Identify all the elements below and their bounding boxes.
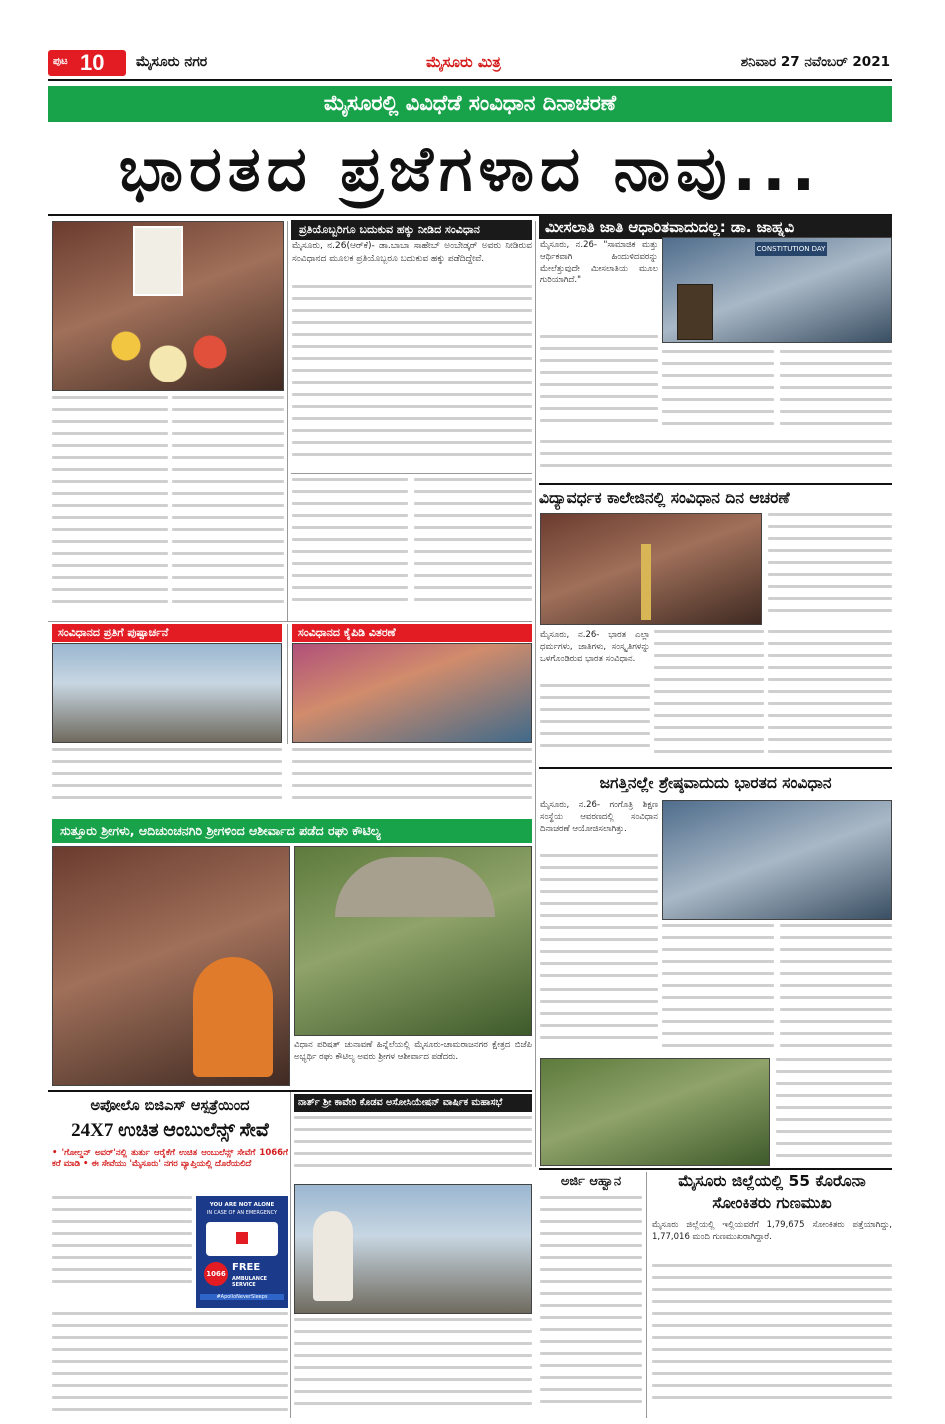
samvidhana-body xyxy=(292,285,532,470)
corona-headline: ಮೈಸೂರು ಜಿಲ್ಲೆಯಲ್ಲಿ 55 ಕೊರೊನಾ ಸೋಂಕಿತರು ಗುಣಮುಖ xyxy=(678,1172,866,1212)
vidyavardhaka-lead: ಮೈಸೂರು, ನ.26- ಭಾರತ ಎಲ್ಲಾ ಧರ್ಮಗಳು, ಜಾತಿಗಳು, ಸಂಸ್ಕೃತಿಗಳನ್ನು ಒಳಗೊಂಡಿರುವ ಭಾರತ ಸಂವಿಧಾನ. xyxy=(540,630,650,664)
apollo-body-1 xyxy=(52,1196,192,1296)
column-rule-6 xyxy=(646,1172,647,1418)
apollo-headline-2: 24X7 ಉಚಿತ ಆಂಬುಲೆನ್ಸ್ ಸೇವೆ xyxy=(71,1120,269,1141)
kaidi-body xyxy=(292,748,532,814)
jagattinalle-headline: ಜಗತ್ತಿನಲ್ಲೇ ಶ್ರೇಷ್ಠವಾದುದು ಭಾರತದ ಸಂವಿಧಾನ xyxy=(599,774,832,792)
hill-temple-icon xyxy=(335,857,495,917)
ambulance-icon xyxy=(206,1222,278,1256)
suttur-headline: ಸುತ್ತೂರು ಶ್ರೀಗಳು, ಆದಿಚುಂಚನಗಿರಿ ಶ್ರೀಗಳಿಂದ ಆಶೀರ್ವಾದ ಪಡೆದ ರಘು ಕೌಟಿಲ್ಯ xyxy=(60,823,381,838)
ad-number-badge xyxy=(204,1262,228,1286)
issue-date: ಶನಿವಾರ 27 ನವೆಂಬರ್ 2021 xyxy=(740,54,890,70)
page-number: 10 xyxy=(80,50,105,75)
mid-rule-2 xyxy=(48,621,532,622)
suttur-photo-1 xyxy=(52,846,290,1086)
apollo-subhead: • 'ಗೋಲ್ಡನ್ ಅವರ್'ನಲ್ಲಿ ತುರ್ತು ಆರೈಕೆಗೆ ಉಚಿತ ಆಂಬುಲೆನ್ಸ್ ಸೇವೆಗೆ 1066ಗೆ ಕರೆ ಮಾಡಿ • ಈ ಸೇವೆಯು 'ಮೈಸೂರು' ನಗರ ವ್ಯಾಪ್ತಿಯಲ್ಲಿ ದೊರೆಯಲಿದೆ xyxy=(52,1148,288,1169)
meesalati-body-1 xyxy=(540,335,658,435)
column-rule-3 xyxy=(287,624,288,744)
pushpanamana-caption: ಸಂವಿಧಾನದ ಪ್ರತಿಗೆ ಪುಷ್ಪಾರ್ಚನೆ xyxy=(52,624,282,642)
vidyavardhaka-headline: ವಿದ್ಯಾವರ್ಧಕ ಕಾಲೇಜಿನಲ್ಲಿ ಸಂವಿಧಾನ ದಿನ ಆಚರಣೆ xyxy=(539,489,790,507)
flower-garland-icon xyxy=(63,322,273,382)
kavery-body xyxy=(294,1116,532,1180)
vidyavardhaka-photo xyxy=(540,513,762,625)
vidya-body-4 xyxy=(768,630,892,764)
banner-kicker: ಮೈಸೂರಲ್ಲಿ ವಿವಿಧೆಡೆ ಸಂವಿಧಾನ ದಿನಾಚರಣೆ xyxy=(323,91,617,115)
meesalati-body-4 xyxy=(540,440,892,480)
samvidhana-body-3 xyxy=(414,478,532,618)
ad-free: FREE xyxy=(232,1262,261,1273)
column-rule-4 xyxy=(535,767,536,1167)
podium-icon xyxy=(677,284,713,340)
arji-headline: ಅರ್ಜಿ ಆಹ್ವಾನ xyxy=(560,1174,622,1189)
jagat-body-3 xyxy=(780,924,892,1054)
meesalati-body-3 xyxy=(780,350,892,435)
corona-stats: ಮೈಸೂರು ಜಿಲ್ಲೆಯಲ್ಲಿ ಇಲ್ಲಿಯವರೆಗೆ 1,79,675 ಸೋಂಕಿತರು ಪತ್ತೆಯಾಗಿದ್ದು, 1,77,016 ಮಂದಿ ಗುಣಮುಖರಾಗಿದ್ದಾರೆ. xyxy=(652,1220,892,1242)
ambedkar-portrait-icon xyxy=(133,226,183,296)
ad-line-1: YOU ARE NOT ALONE xyxy=(209,1202,275,1208)
lamp-icon xyxy=(641,544,651,620)
jagat-body-1 xyxy=(540,854,658,984)
swamiji-figure-icon xyxy=(193,957,273,1077)
pushpanamana-body xyxy=(52,748,282,814)
pushpanamana-photo xyxy=(52,643,282,743)
kavery-bar xyxy=(294,1094,532,1112)
section-name: ಮೈಸೂರು ನಗರ xyxy=(136,54,208,70)
kaidi-caption: ಸಂವಿಧಾನದ ಕೈಪಿಡಿ ವಿತರಣೆ xyxy=(292,624,532,642)
ad-hashtag: #ApolloNeverSleeps xyxy=(200,1294,284,1300)
vidya-rule xyxy=(539,483,892,485)
constitution-day-banner xyxy=(755,242,827,256)
banner-kicker-bar xyxy=(48,86,892,122)
apollo-ad xyxy=(196,1196,288,1308)
suttur-bar xyxy=(52,819,532,843)
middle-rule-1 xyxy=(291,473,532,474)
apollo-body-2 xyxy=(52,1312,288,1416)
kavery-caption-body xyxy=(294,1318,532,1416)
banner-headline: ಭಾರತದ ಪ್ರಜೆಗಳಾದ ನಾವು... xyxy=(118,132,822,205)
ad-number: 1066 xyxy=(206,1270,226,1278)
page-header xyxy=(48,50,892,78)
column-rule-5 xyxy=(290,1092,291,1418)
ad-line-2: IN CASE OF AN EMERGENCY xyxy=(206,1210,278,1216)
meesalati-photo xyxy=(662,237,892,343)
meesalati-headline: ಮೀಸಲಾತಿ ಜಾತಿ ಆಧಾರಿತವಾದುದಲ್ಲ: ಡಾ. ಜಾಹ್ನವಿ xyxy=(539,215,892,239)
page-number-tag xyxy=(48,50,126,76)
statue-body xyxy=(776,1058,892,1166)
header-rule xyxy=(48,79,892,81)
suttur-photo-2 xyxy=(294,846,532,1036)
banner-caption-text: CONSTITUTION DAY xyxy=(756,245,826,253)
jagattinalle-lead: ಮೈಸೂರು, ನ.26- ಗಂಗೊತ್ರಿ ಶಿಕ್ಷಣ ಸಂಸ್ಥೆಯ ಆವರಣದಲ್ಲಿ ಸಂವಿಧಾನ ದಿನಾಚರಣೆ ಆಯೋಜಿಸಲಾಗಿತ್ತು. xyxy=(540,800,658,834)
column-rule-2 xyxy=(535,221,536,831)
jagattinalle-photo xyxy=(662,800,892,920)
left-column-text-top-2 xyxy=(172,396,284,620)
samvidhana-body-2 xyxy=(292,478,408,618)
vidya-body-2 xyxy=(540,684,650,764)
kavery-headline: ನಾರ್ತ್ ಶ್ರೀ ಕಾವೇರಿ ಕೊಡವ ಅಸೋಸಿಯೇಷನ್ ವಾರ್ಷಿಕ ಮಹಾಸಭೆ xyxy=(298,1097,503,1108)
ambedkar-photo xyxy=(52,221,284,391)
arji-body xyxy=(540,1196,642,1416)
jagat-body-2 xyxy=(662,924,774,1054)
vidya-body-1 xyxy=(768,513,892,625)
left-column-text-top xyxy=(52,396,168,620)
samvidhana-headline: ಪ್ರತಿಯೊಬ್ಬರಿಗೂ ಬದುಕುವ ಹಕ್ಕು ನೀಡಿದ ಸಂವಿಧಾನ xyxy=(291,220,532,240)
meesalati-body-2 xyxy=(662,350,774,435)
jagat-body-4 xyxy=(540,988,658,1054)
page-label: ಪುಟ xyxy=(53,56,68,67)
bust-statue-icon xyxy=(313,1211,353,1301)
meesalati-lead: ಮೈಸೂರು, ನ.26- "ಸಾಮಾಜಿಕ ಮತ್ತು ಆರ್ಥಿಕವಾಗಿ ಹಿಂದುಳಿದವರನ್ನು ಮೇಲೆತ್ತುವುದೇ ಮೀಸಲಾತಿಯ ಮೂಲ ಗುರಿಯಾಗಿದೆ." xyxy=(540,240,658,286)
corona-body xyxy=(652,1264,892,1416)
jagat-rule xyxy=(539,767,892,769)
apollo-headline-1: ಅಪೋಲೊ ಬಿಜಿಎಸ್ ಆಸ್ಪತ್ರೆಯಿಂದ xyxy=(90,1098,250,1114)
samvidhana-lead: ಮೈಸೂರು, ನ.26(ಆರ್‌ಕೆ)- ಡಾ.ಬಾಬಾ ಸಾಹೇಬ್ ಅಂಬೇಡ್ಕರ್ ಅವರು ನೀಡಿರುವ ಸಂವಿಧಾನದ ಮೂಲಕ ಪ್ರತಿಯೊಬ್ಬರೂ ಬದುಕುವ ಹಕ್ಕು ಪಡೆದಿದ್ದೇವೆ. xyxy=(292,241,532,264)
masthead: ಮೈಸೂರು ಮಿತ್ರ xyxy=(426,53,501,71)
kavery-photo xyxy=(294,1184,532,1314)
kaidi-photo xyxy=(292,643,532,743)
suttur-caption: ವಿಧಾನ ಪರಿಷತ್ ಚುನಾವಣೆ ಹಿನ್ನೆಲೆಯಲ್ಲಿ ಮೈಸೂರು-ಚಾಮರಾಜನಗರ ಕ್ಷೇತ್ರದ ಬಿಜೆಪಿ ಅಭ್ಯರ್ಥಿ ರಘು ಕೌಟಿಲ್ಯ ಅವರು ಶ್ರೀಗಳ ಆಶೀರ್ವಾದ ಪಡೆದರು. xyxy=(294,1040,532,1062)
column-rule-1 xyxy=(287,221,288,621)
ad-service: AMBULANCE SERVICE xyxy=(232,1276,268,1288)
vidya-body-3 xyxy=(654,630,764,764)
statue-group-photo xyxy=(540,1058,770,1166)
red-cross-icon xyxy=(236,1232,248,1244)
